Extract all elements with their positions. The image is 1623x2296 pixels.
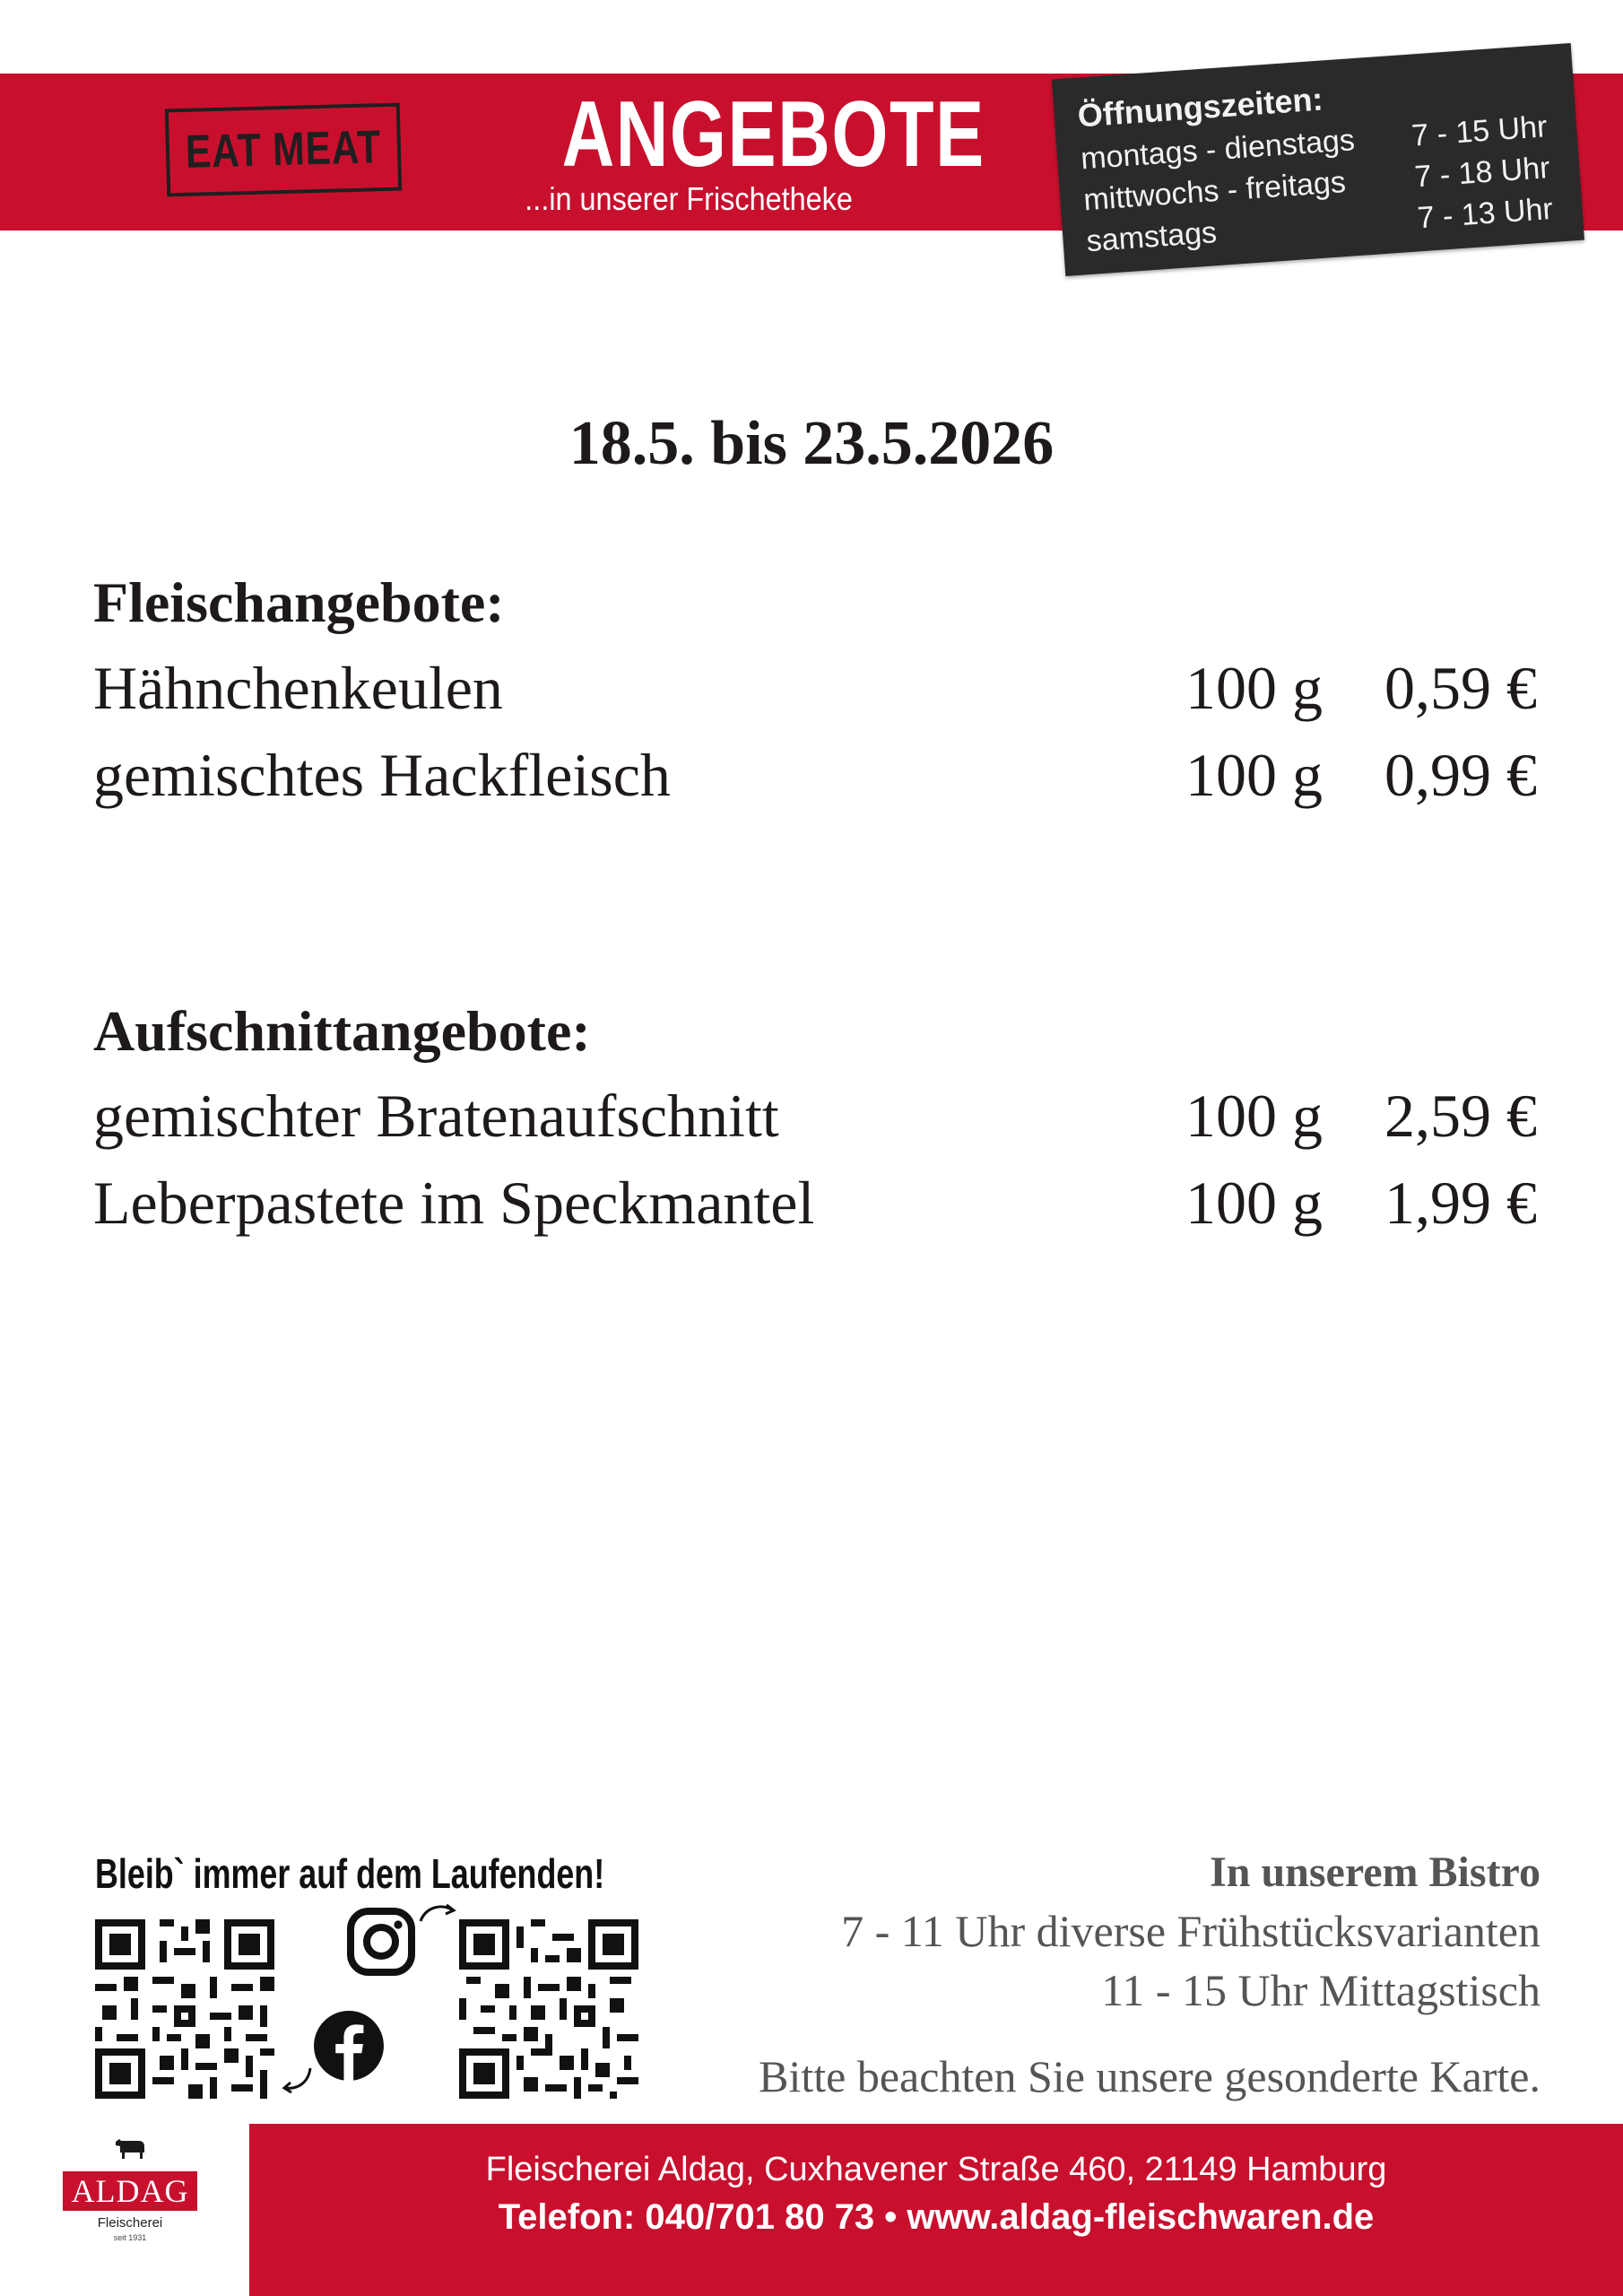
instagram-qr-code[interactable] bbox=[459, 1919, 638, 2099]
offer-unit: 100 g bbox=[1185, 741, 1323, 809]
social-heading: Bleib` immer auf dem Laufenden! bbox=[95, 1850, 605, 1897]
bistro-lunch: 11 - 15 Uhr Mittagstisch bbox=[1101, 1965, 1541, 2015]
offer-price: 0,59 € bbox=[1384, 654, 1537, 722]
opening-hours-title: Öffnungszeiten: bbox=[1076, 80, 1324, 135]
offer-row bbox=[93, 1168, 1537, 1248]
opening-hours-days: mittwochs - freitags bbox=[1082, 164, 1347, 218]
offer-price: 2,59 € bbox=[1384, 1082, 1537, 1150]
opening-hours-time: 7 - 13 Uhr bbox=[1416, 191, 1554, 236]
opening-hours-time: 7 - 15 Uhr bbox=[1410, 109, 1549, 153]
offer-name: Hähnchenkeulen bbox=[93, 654, 503, 722]
page-title: ANGEBOTE bbox=[561, 83, 985, 187]
page-subtitle: ...in unserer Frischetheke bbox=[525, 180, 853, 217]
eat-meat-stamp bbox=[165, 103, 402, 197]
section-title-fleisch: Fleischangebote: bbox=[93, 570, 505, 634]
arrow-icon bbox=[417, 1900, 460, 1926]
offer-row bbox=[93, 1081, 1537, 1161]
logo-established: seit 1931 bbox=[113, 2233, 147, 2242]
offer-row bbox=[93, 653, 1537, 734]
logo-name: ALDAG bbox=[63, 2171, 197, 2211]
facebook-icon[interactable] bbox=[312, 2009, 386, 2083]
section-title-aufschnitt: Aufschnittangebote: bbox=[93, 999, 591, 1063]
facebook-qr-code[interactable] bbox=[95, 1919, 274, 2099]
eat-meat-text: EAT MEAT bbox=[185, 121, 382, 178]
footer-contact[interactable]: Telefon: 040/701 80 73 • www.aldag-fleischwaren.de bbox=[498, 2197, 1375, 2237]
offer-unit: 100 g bbox=[1185, 654, 1323, 722]
cow-icon bbox=[112, 2133, 148, 2160]
instagram-icon[interactable] bbox=[345, 1906, 417, 1978]
offer-name: gemischter Bratenaufschnitt bbox=[93, 1082, 779, 1150]
bistro-title: In unserem Bistro bbox=[1210, 1848, 1541, 1896]
offer-price: 1,99 € bbox=[1384, 1169, 1537, 1237]
aldag-logo bbox=[63, 2133, 197, 2267]
offer-unit: 100 g bbox=[1185, 1169, 1323, 1237]
opening-hours-time: 7 - 18 Uhr bbox=[1413, 151, 1551, 195]
opening-hours-days: montags - dienstags bbox=[1079, 123, 1357, 177]
offer-row bbox=[93, 740, 1537, 821]
logo-subtitle: Fleischerei bbox=[97, 2215, 163, 2231]
arrow-icon bbox=[280, 2063, 316, 2095]
offer-price: 0,99 € bbox=[1384, 741, 1537, 809]
offer-name: gemischtes Hackfleisch bbox=[93, 741, 671, 809]
footer-address: Fleischerei Aldag, Cuxhavener Straße 460, 21149 Hamburg bbox=[485, 2151, 1387, 2188]
offer-name: Leberpastete im Speckmantel bbox=[93, 1169, 815, 1237]
opening-hours-days: samstags bbox=[1085, 215, 1219, 259]
offer-unit: 100 g bbox=[1185, 1082, 1323, 1150]
bistro-breakfast: 7 - 11 Uhr diverse Frühstücksvarianten bbox=[841, 1906, 1541, 1956]
bistro-note: Bitte beachten Sie unsere gesonderte Karte. bbox=[759, 2051, 1541, 2101]
opening-hours-card bbox=[1052, 43, 1584, 276]
offer-period: 18.5. bis 23.5.2026 bbox=[568, 409, 1055, 478]
